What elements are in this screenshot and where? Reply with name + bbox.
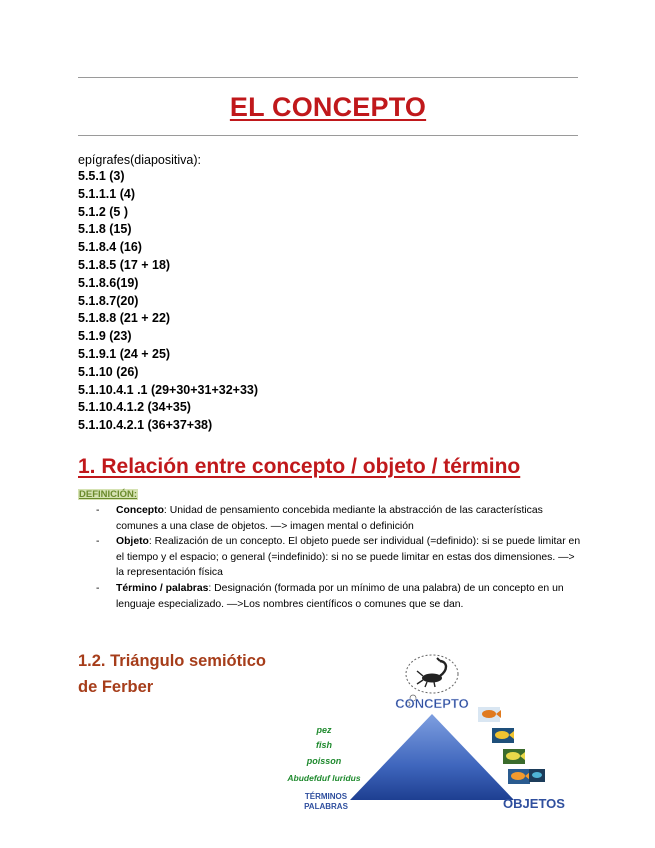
epigrafe-item: 5.1.9.1 (24 + 25): [78, 346, 171, 361]
top-rule: [78, 77, 578, 78]
fish-image-4: [508, 769, 530, 784]
concepto-label: CONCEPTO: [395, 696, 469, 711]
definition-term: Objeto: [116, 536, 149, 548]
epigrafes-label: epígrafes(diapositiva):: [78, 153, 201, 167]
epigrafe-item: 5.1.9 (23): [78, 329, 132, 344]
definition-text: : Realización de un concepto. El objeto puede ser individual (=definido): si se puede limitar en el tiempo y el espacio; o general (=indefinido): si no se puede limitar en estas dos dimensiones. —> la representación física: [116, 536, 581, 579]
definition-item-objeto: [92, 534, 584, 581]
epigrafe-item: 5.1.8.8 (21 + 22): [78, 311, 171, 326]
terminos-label: TÉRMINOS: [304, 792, 348, 801]
definition-item-concepto: [92, 503, 584, 534]
epigrafe-item: 5.1.10.4.1 .1 (29+30+31+32+33): [78, 382, 259, 397]
epigrafe-item: 5.1.8.4 (16): [78, 240, 142, 255]
epigrafe-item: 5.1.10.4.1.2 (34+35): [78, 400, 191, 415]
title-rule: [78, 135, 578, 136]
epigrafe-item: 5.1.2 (5 ): [78, 204, 129, 219]
term-word: Abudefduf luridus: [287, 773, 361, 783]
definition-term: Concepto: [116, 505, 164, 516]
term-word: poisson: [306, 756, 342, 766]
objetos-label: OBJETOS: [503, 796, 565, 811]
definition-item-termino: [92, 581, 584, 612]
epigrafe-item: 5.5.1 (3): [78, 169, 125, 183]
section2-heading: [78, 648, 266, 700]
epigrafes-list: [78, 168, 258, 435]
semiotic-triangle-diagram: [282, 648, 578, 818]
term-word: pez: [316, 725, 332, 735]
definition-list: [92, 503, 584, 612]
triangle-shape: [350, 714, 514, 800]
fish-image-3: [503, 749, 525, 764]
list-dash: -: [96, 582, 100, 594]
epigrafe-item: 5.1.10 (26): [78, 364, 139, 379]
list-dash: -: [96, 505, 100, 516]
section2-heading-line2: de Ferber: [78, 678, 154, 696]
palabras-label: PALABRAS: [304, 802, 348, 811]
definition-term: Término / palabras: [116, 582, 209, 594]
epigrafe-item: 5.1.8.7(20): [78, 293, 139, 308]
term-word: fish: [315, 740, 333, 750]
section2-heading-line1: 1.2. Triángulo semiótico: [78, 652, 266, 670]
page-title: EL CONCEPTO: [229, 92, 427, 122]
fish-image-5: [529, 769, 545, 782]
epigrafe-item: 5.1.1.1 (4): [78, 186, 135, 201]
fish-image-1: [478, 707, 501, 722]
epigrafe-item: 5.1.8 (15): [78, 222, 132, 237]
section1-heading: 1. Relación entre concepto / objeto / término: [78, 455, 521, 478]
definition-text: : Unidad de pensamiento concebida mediante la abstracción de las características comunes a una clase de objetos. —> imagen mental o definición: [116, 505, 543, 532]
list-dash: -: [96, 536, 100, 548]
epigrafe-item: 5.1.10.4.2.1 (36+37+38): [78, 418, 213, 433]
epigrafe-item: 5.1.8.5 (17 + 18): [78, 257, 171, 272]
term-words: [286, 725, 360, 783]
epigrafe-item: 5.1.8.6(19): [78, 275, 139, 290]
definition-label: DEFINICIÓN:: [79, 489, 138, 500]
definition-text: : Designación (formada por un mínimo de una palabra) de un concepto en un lenguaje especializado. —>Los nombres científicos o comunes que se dan.: [116, 582, 564, 610]
fish-image-2: [492, 728, 514, 743]
